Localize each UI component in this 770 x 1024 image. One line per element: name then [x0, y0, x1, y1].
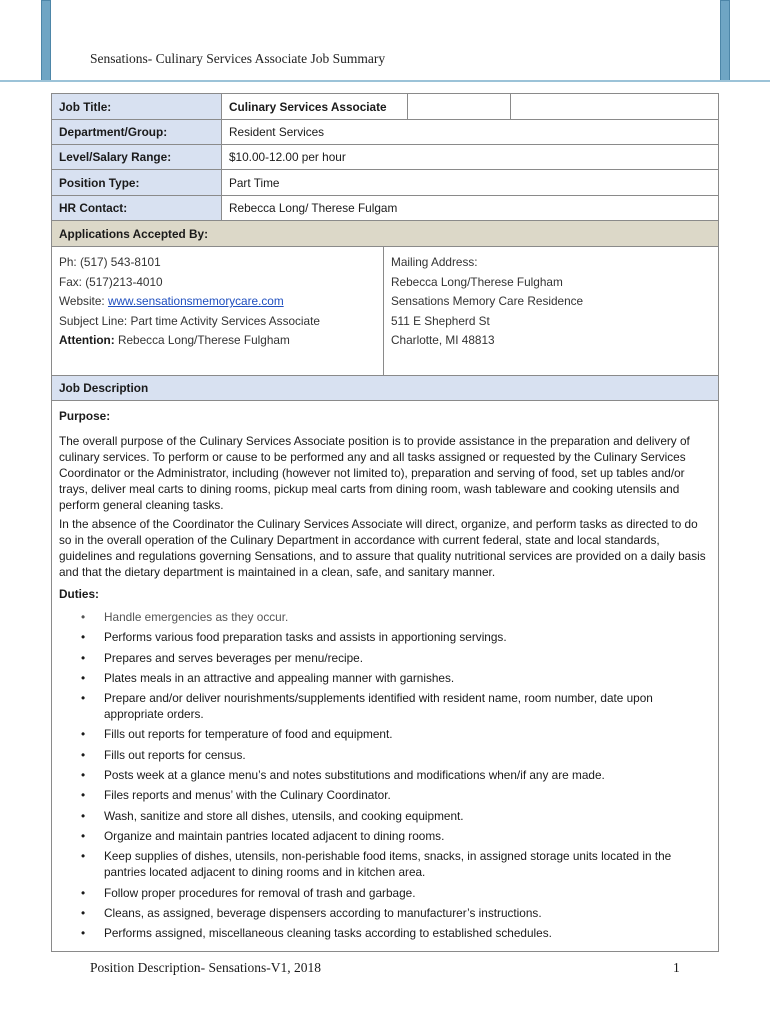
duty-item: • Performs assigned, miscellaneous cleaning tasks according to established schedules. — [81, 926, 552, 941]
contact-details — [52, 247, 384, 375]
label-position-type: Position Type: — [52, 170, 222, 195]
applications-heading: Applications Accepted By: — [52, 221, 718, 247]
mailing-address — [384, 247, 718, 375]
duty-item: • Files reports and menus’ with the Culinary Coordinator. — [81, 788, 391, 803]
mailing-line: Mailing Address: — [391, 255, 478, 269]
purpose-heading: Purpose: — [59, 409, 111, 423]
summary-row-job-title — [52, 94, 718, 120]
mailing-line: Rebecca Long/Therese Fulgham — [391, 274, 563, 289]
footer-page-number: 1 — [673, 960, 680, 975]
duty-item: • Keep supplies of dishes, utensils, non-perishable food items, snacks, in assigned storage units located in the pantries located adjacent to dining rooms and in kitchen area. — [81, 849, 672, 880]
applications-contact — [52, 247, 718, 376]
attention-line — [59, 331, 376, 351]
duty-item: • Handle emergencies as they occur. — [81, 610, 289, 624]
page-header-title: Sensations- Culinary Services Associate Job Summary — [90, 51, 386, 66]
attention-value: Rebecca Long/Therese Fulgham — [114, 333, 290, 347]
duty-item: • Cleans, as assigned, beverage dispensers according to manufacturer’s instructions. — [81, 905, 542, 920]
value-salary: $10.00-12.00 per hour — [229, 150, 346, 164]
summary-row-department — [52, 120, 718, 145]
website-line — [59, 292, 376, 312]
label-salary: Level/Salary Range: — [52, 145, 222, 169]
purpose-paragraph: In the absence of the Coordinator the Culinary Services Associate will direct, organize, and perform tasks as directed to do so in the overall operation of the Culinary Department in accordance with current federal, state and local standards, guidelines and regulations governing Sensations, and to assure that quality nutritional services are provided on a daily basis and that the dietary department is maintained in a clean, safe, and sanitary manner. — [59, 517, 706, 579]
summary-row-position-type — [52, 170, 718, 196]
value-department: Resident Services — [229, 125, 325, 139]
label-hr-contact: HR Contact: — [52, 196, 222, 220]
fax-line: Fax: (517)213-4010 — [59, 274, 163, 289]
job-description-heading: Job Description — [52, 376, 718, 401]
duty-item: • Fills out reports for census. — [81, 747, 246, 762]
duty-item: • Fills out reports for temperature of food and equipment. — [81, 727, 393, 742]
header-rule — [0, 80, 770, 82]
page-edge-left — [41, 0, 51, 82]
duty-item: • Posts week at a glance menu’s and notes substitutions and modifications when/if any are made. — [81, 768, 605, 783]
attention-label: Attention: — [59, 333, 115, 347]
value-hr-contact: Rebecca Long/ Therese Fulgam — [229, 201, 398, 215]
summary-row-salary — [52, 145, 718, 170]
value-position-type: Part Time — [229, 175, 280, 190]
purpose-paragraph: The overall purpose of the Culinary Services Associate position is to provide assistance in the preparation and delivery of culinary services. To perform or cause to be performed any and all tasks assigned or requested by the Culinary Services Coordinator or the Administrator, including (however not limited to), preparation and serving of food, set up tables and/or trays, deliver meal carts to dining rooms, pickup meal carts from dining room, wash tableware and cooking utensils and perform general cleaning tasks. — [59, 434, 690, 512]
duty-item: • Wash, sanitize and store all dishes, utensils, and cooking equipment. — [81, 808, 464, 823]
duty-item: • Performs various food preparation tasks and assists in apportioning servings. — [81, 630, 507, 645]
value-job-title: Culinary Services Associate — [222, 94, 408, 119]
duty-item: • Plates meals in an attractive and appealing manner with garnishes. — [81, 670, 455, 685]
duty-item: • Follow proper procedures for removal of trash and garbage. — [81, 885, 416, 900]
phone-line: Ph: (517) 543-8101 — [59, 255, 161, 269]
label-department: Department/Group: — [52, 120, 222, 144]
mailing-line: Charlotte, MI 48813 — [391, 333, 495, 347]
job-summary-sheet — [51, 93, 719, 952]
duties-heading: Duties: — [59, 587, 99, 601]
mailing-line: 511 E Shepherd St — [391, 313, 490, 328]
empty-cell — [511, 94, 718, 119]
mailing-line: Sensations Memory Care Residence — [391, 294, 584, 308]
subject-line: Subject Line: Part time Activity Services Associate — [59, 313, 320, 328]
duty-item: • Prepare and/or deliver nourishments/supplements identified with resident name, room number, date upon appropriate orders. — [81, 691, 653, 722]
duties-list — [59, 609, 711, 941]
label-job-title: Job Title: — [52, 94, 222, 119]
job-description-body — [52, 401, 718, 951]
summary-row-hr-contact — [52, 196, 718, 221]
website-link[interactable]: www.sensationsmemorycare.com — [107, 294, 284, 308]
duty-item: • Organize and maintain pantries located adjacent to dining rooms. — [81, 828, 445, 843]
page-edge-right — [720, 0, 730, 82]
duty-item: • Prepares and serves beverages per menu/recipe. — [81, 650, 364, 665]
empty-cell — [408, 94, 511, 119]
footer-document-label: Position Description- Sensations-V1, 2018 — [90, 960, 321, 975]
website-label: Website: — [59, 294, 108, 308]
